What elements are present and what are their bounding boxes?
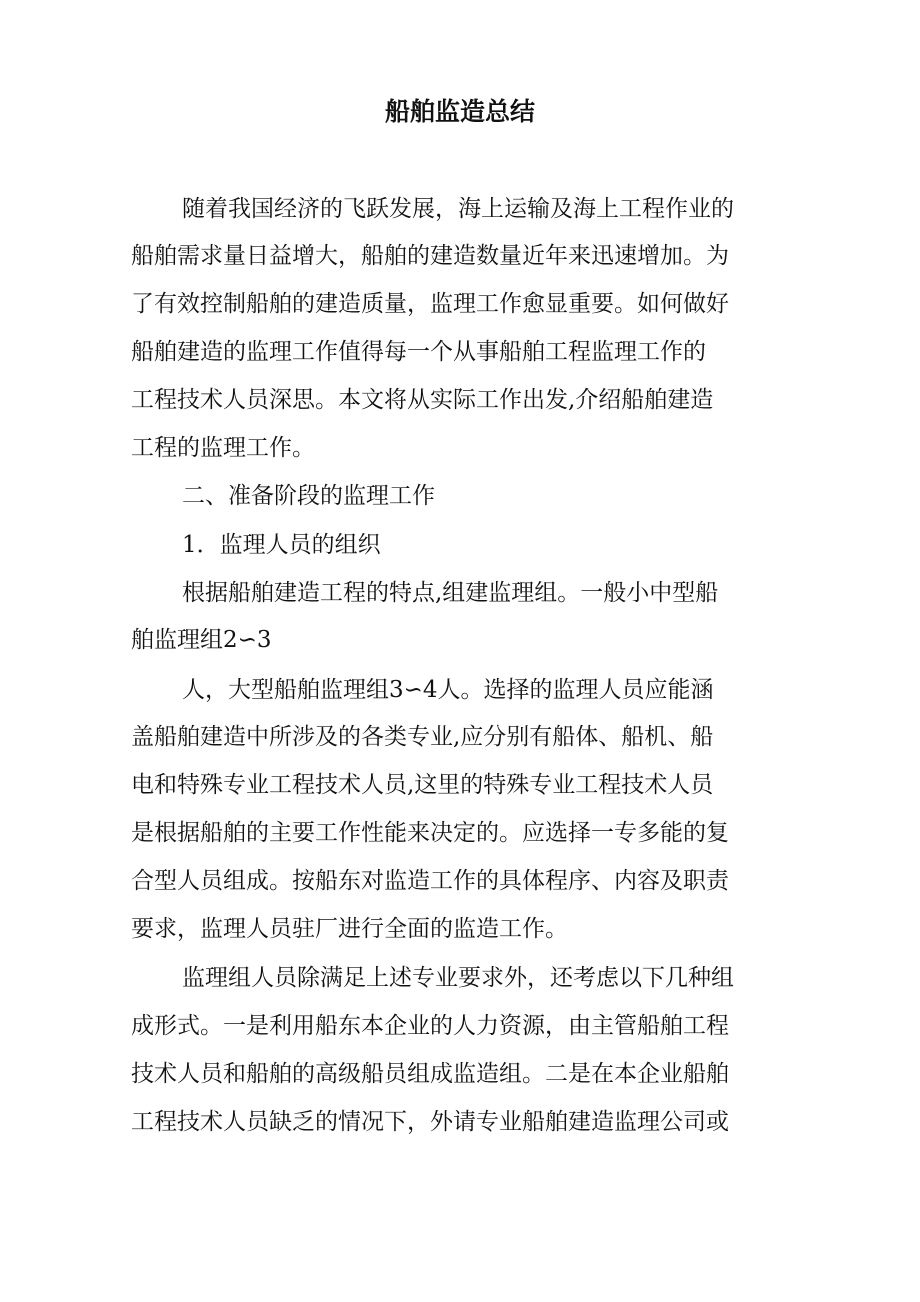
paragraph-line: 合型人员组成。按船东对监造工作的具体程序、内容及职责 <box>131 868 729 894</box>
subsection-heading: 1．监理人员的组织 <box>182 532 381 558</box>
document-title: 船舶监造总结 <box>384 97 535 126</box>
paragraph-line: 工程的监理工作。 <box>131 435 315 461</box>
paragraph-line: 了有效控制船舶的建造质量，监理工作愈显重要。如何做好 <box>131 291 729 317</box>
paragraph-line: 盖船舶建造中所涉及的各类专业,应分别有船体、船机、船 <box>131 724 714 750</box>
paragraph-line: 要求，监理人员驻厂进行全面的监造工作。 <box>131 916 568 942</box>
paragraph-line: 监理组人员除满足上述专业要求外，还考虑以下几种组 <box>182 965 734 991</box>
paragraph-line: 技术人员和船舶的高级船员组成监造组。二是在本企业船舶 <box>131 1061 729 1087</box>
paragraph-line: 电和特殊专业工程技术人员,这里的特殊专业工程技术人员 <box>131 772 714 798</box>
paragraph-line: 工程技术人员深思。本文将从实际工作出发,介绍船舶建造 <box>131 387 714 413</box>
paragraph-line: 成形式。一是利用船东本企业的人力资源，由主管船舶工程 <box>131 1013 729 1039</box>
paragraph-line: 人，大型船舶监理组3∽4人。选择的监理人员应能涵 <box>182 677 714 703</box>
paragraph-line: 船舶建造的监理工作值得每一个从事船舶工程监理工作的 <box>131 339 706 365</box>
paragraph-line: 船舶需求量日益增大，船舶的建造数量近年来迅速增加。为 <box>131 243 729 269</box>
paragraph-line: 工程技术人员缺乏的情况下，外请专业船舶建造监理公司或 <box>131 1109 729 1135</box>
section-heading: 二、准备阶段的监理工作 <box>182 483 435 509</box>
paragraph-line: 随着我国经济的飞跃发展，海上运输及海上工程作业的 <box>182 196 734 222</box>
paragraph-line: 根据船舶建造工程的特点,组建监理组。一般小中型船 <box>182 580 719 606</box>
paragraph-line: 是根据船舶的主要工作性能来决定的。应选择一专多能的复 <box>131 820 729 846</box>
paragraph-line: 舶监理组2∽3 <box>131 627 272 653</box>
